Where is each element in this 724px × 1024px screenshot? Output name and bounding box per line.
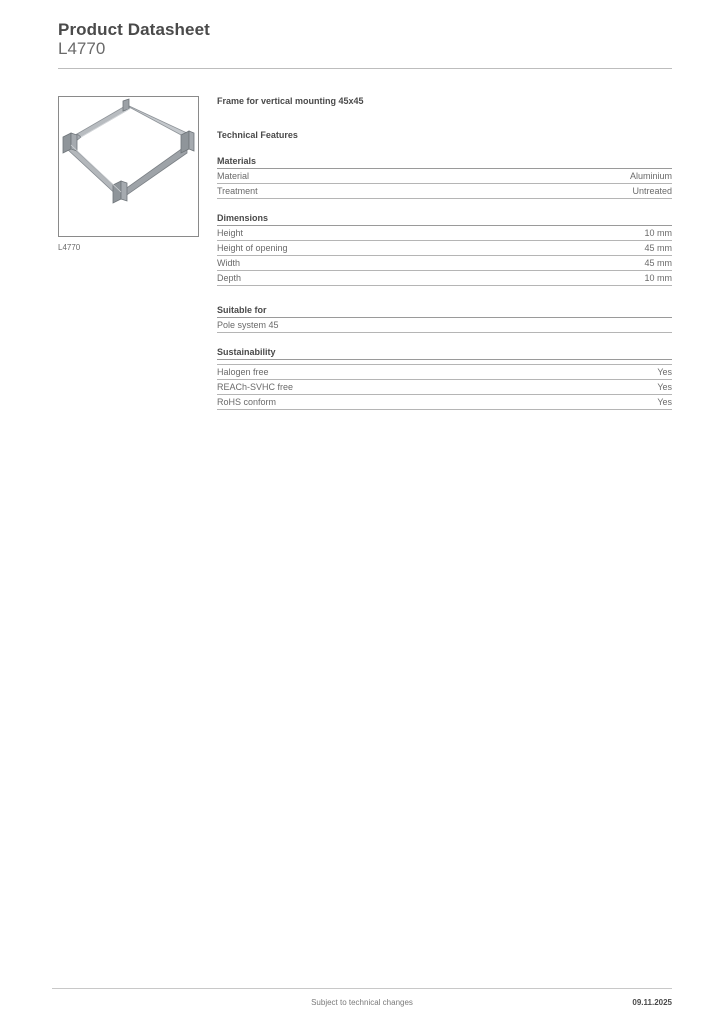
footer-date: 09.11.2025 bbox=[632, 998, 672, 1007]
spec-row bbox=[217, 241, 672, 256]
spec-label: Pole system 45 bbox=[217, 320, 279, 330]
materials-heading: Materials bbox=[217, 154, 672, 169]
product-name: Frame for vertical mounting 45x45 bbox=[217, 96, 364, 106]
spec-row bbox=[217, 256, 672, 271]
product-frame-illustration bbox=[59, 97, 198, 236]
spec-row bbox=[217, 271, 672, 286]
header-divider bbox=[58, 68, 672, 69]
spec-row bbox=[217, 184, 672, 199]
spec-row bbox=[217, 169, 672, 184]
document-title: Product Datasheet bbox=[58, 20, 210, 39]
spec-label: Height of opening bbox=[217, 243, 288, 253]
spec-label: Width bbox=[217, 258, 241, 268]
image-caption: L4770 bbox=[58, 243, 81, 252]
spec-row bbox=[217, 380, 672, 395]
footer-divider bbox=[52, 988, 672, 989]
dimensions-heading: Dimensions bbox=[217, 211, 672, 226]
spec-label: RoHS conform bbox=[217, 397, 277, 407]
spec-label: Halogen free bbox=[217, 367, 269, 377]
spec-value: Yes bbox=[657, 397, 672, 407]
spec-value: 10 mm bbox=[644, 228, 672, 238]
spec-value: Yes bbox=[657, 367, 672, 377]
article-number: L4770 bbox=[58, 39, 106, 58]
spec-row bbox=[217, 226, 672, 241]
product-image bbox=[58, 96, 199, 237]
spec-value: 45 mm bbox=[644, 243, 672, 253]
suitable-for-heading: Suitable for bbox=[217, 303, 672, 318]
spec-row bbox=[217, 395, 672, 410]
spec-value: Untreated bbox=[632, 186, 672, 196]
spec-value: Aluminium bbox=[629, 171, 672, 181]
spec-row bbox=[217, 365, 672, 380]
sustainability-heading: Sustainability bbox=[217, 345, 672, 360]
spec-label: Treatment bbox=[217, 186, 258, 196]
specifications-panel bbox=[217, 94, 672, 410]
spec-label: Height bbox=[217, 228, 244, 238]
footer-note: Subject to technical changes bbox=[311, 998, 413, 1007]
spec-value: 45 mm bbox=[644, 258, 672, 268]
spec-label: REACh-SVHC free bbox=[217, 382, 294, 392]
spec-label: Depth bbox=[217, 273, 242, 283]
spec-value: Yes bbox=[657, 382, 672, 392]
spec-label: Material bbox=[217, 171, 250, 181]
spec-value: 10 mm bbox=[644, 273, 672, 283]
technical-features-heading: Technical Features bbox=[217, 130, 298, 140]
spec-row bbox=[217, 318, 672, 333]
